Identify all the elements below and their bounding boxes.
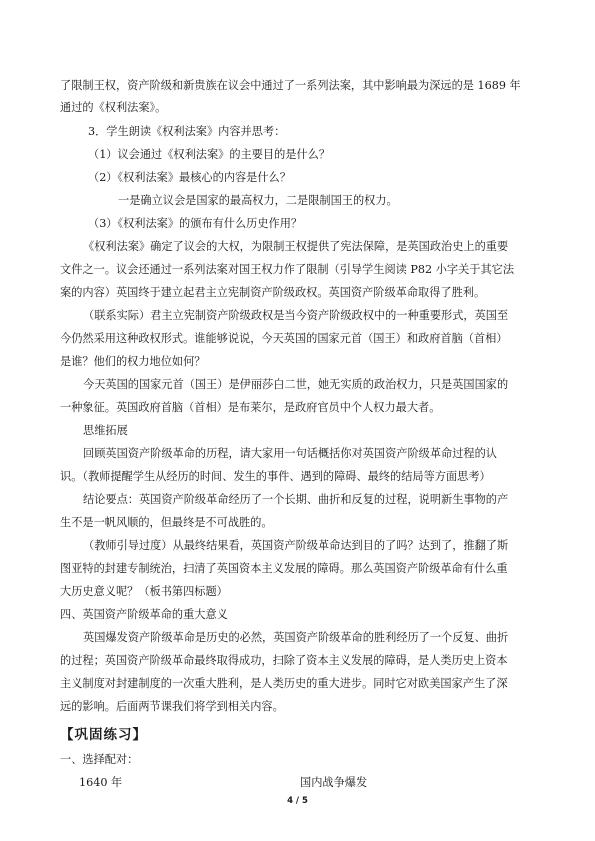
text-line: 一是确立议会是国家的最高权力，二是限制国王的权力。 xyxy=(118,194,398,207)
text-line: 主义制度对封建制度的一次重大胜利，是人类历史的重大进步。同时它对欧美国家产生了深 xyxy=(60,677,508,690)
text-line: 通过的《权利法案》。 xyxy=(60,101,167,114)
text-line: 今天英国的国家元首（国王）是伊丽莎白二世，她无实质的政治权力，只是英国国家的 xyxy=(83,378,509,391)
text-line: 的过程；英国资产阶级革命最终取得成功，扫除了资本主义发展的障碍，是人类历史上资本 xyxy=(60,654,508,667)
text-line: 结论要点：英国资产阶级革命经历了一个长期、曲折和反复的过程，说明新生事物的产 xyxy=(83,493,509,506)
section-title: 思维拓展 xyxy=(83,424,128,437)
text-line: （1）议会通过《权利法案》的主要目的是什么？ xyxy=(88,148,331,161)
exercise-intro: 一、选择配对： xyxy=(60,753,139,766)
text-line: （教师引导过度）从最终结果看，英国资产阶级革命达到目的了吗？达到了，推翻了斯 xyxy=(83,539,509,552)
text-line: 大历史意义呢？（板书第四标题） xyxy=(60,585,228,598)
text-line: 回顾英国资产阶级革命的历程，请大家用一句话概括你对英国资产阶级革命过程的认 xyxy=(83,447,497,460)
text-line: 生不是一帆风顺的，但最终是不可战胜的。 xyxy=(60,516,273,529)
page-number: 4 / 5 xyxy=(287,796,308,806)
text-line: 英国爆发资产阶级革命是历史的必然，英国资产阶级革命的胜利经历了一个反复、曲折 xyxy=(83,631,509,644)
text-line: 识。（教师提醒学生从经历的时间、发生的事件、遇到的障碍、最终的结局等方面思考） xyxy=(60,470,491,483)
text-line: 今仍然采用这种政权形式。谁能够说说，今天英国的国家元首（国王）和政府首脑（首相） xyxy=(60,332,508,345)
section-title: 四、英国资产阶级革命的重大意义 xyxy=(60,608,228,621)
exercise-heading: 【巩固练习】 xyxy=(60,727,147,743)
text-line: 《权利法案》确定了议会的大权，为限制王权提供了宪法保障，是英国政治史上的重要 xyxy=(83,240,509,253)
match-pair-left: 1640 年 xyxy=(79,776,123,789)
text-line: （2）《权利法案》最核心的内容是什么？ xyxy=(88,171,291,184)
text-line: 是谁？他们的权力地位如何？ xyxy=(60,355,206,368)
text-line: （3）《权利法案》的颁布有什么历史作用？ xyxy=(88,217,303,230)
text-line: 远的影响。后面两节课我们将学到相关内容。 xyxy=(60,700,284,713)
text-line: （联系实际）君主立宪制资产阶级政权是当今资产阶级政权中的一种重要形式，英国至 xyxy=(83,309,509,322)
text-line: 文件之一。议会还通过一系列法案对国王权力作了限制（引导学生阅读 P82 小字关于其它法 xyxy=(60,263,515,276)
text-line: 了限制王权，资产阶级和新贵族在议会中通过了一系列法案，其中影响最为深远的是 1689 年 xyxy=(60,79,521,92)
text-line: 案的内容）英国终于建立起君主立宪制资产阶级政权。英国资产阶级革命取得了胜利。 xyxy=(60,286,486,299)
text-line: 图亚特的封建专制统治，扫清了英国资本主义发展的障碍。那么英国资产阶级革命有什么重 xyxy=(60,562,508,575)
match-pair-right: 国内战争爆发 xyxy=(300,776,368,789)
text-line: 一种象征。英国政府首脑（首相）是布莱尔，是政府官员中个人权力最大者。 xyxy=(60,401,441,414)
text-line: 3．学生朗读《权利法案》内容并思考： xyxy=(88,125,286,138)
